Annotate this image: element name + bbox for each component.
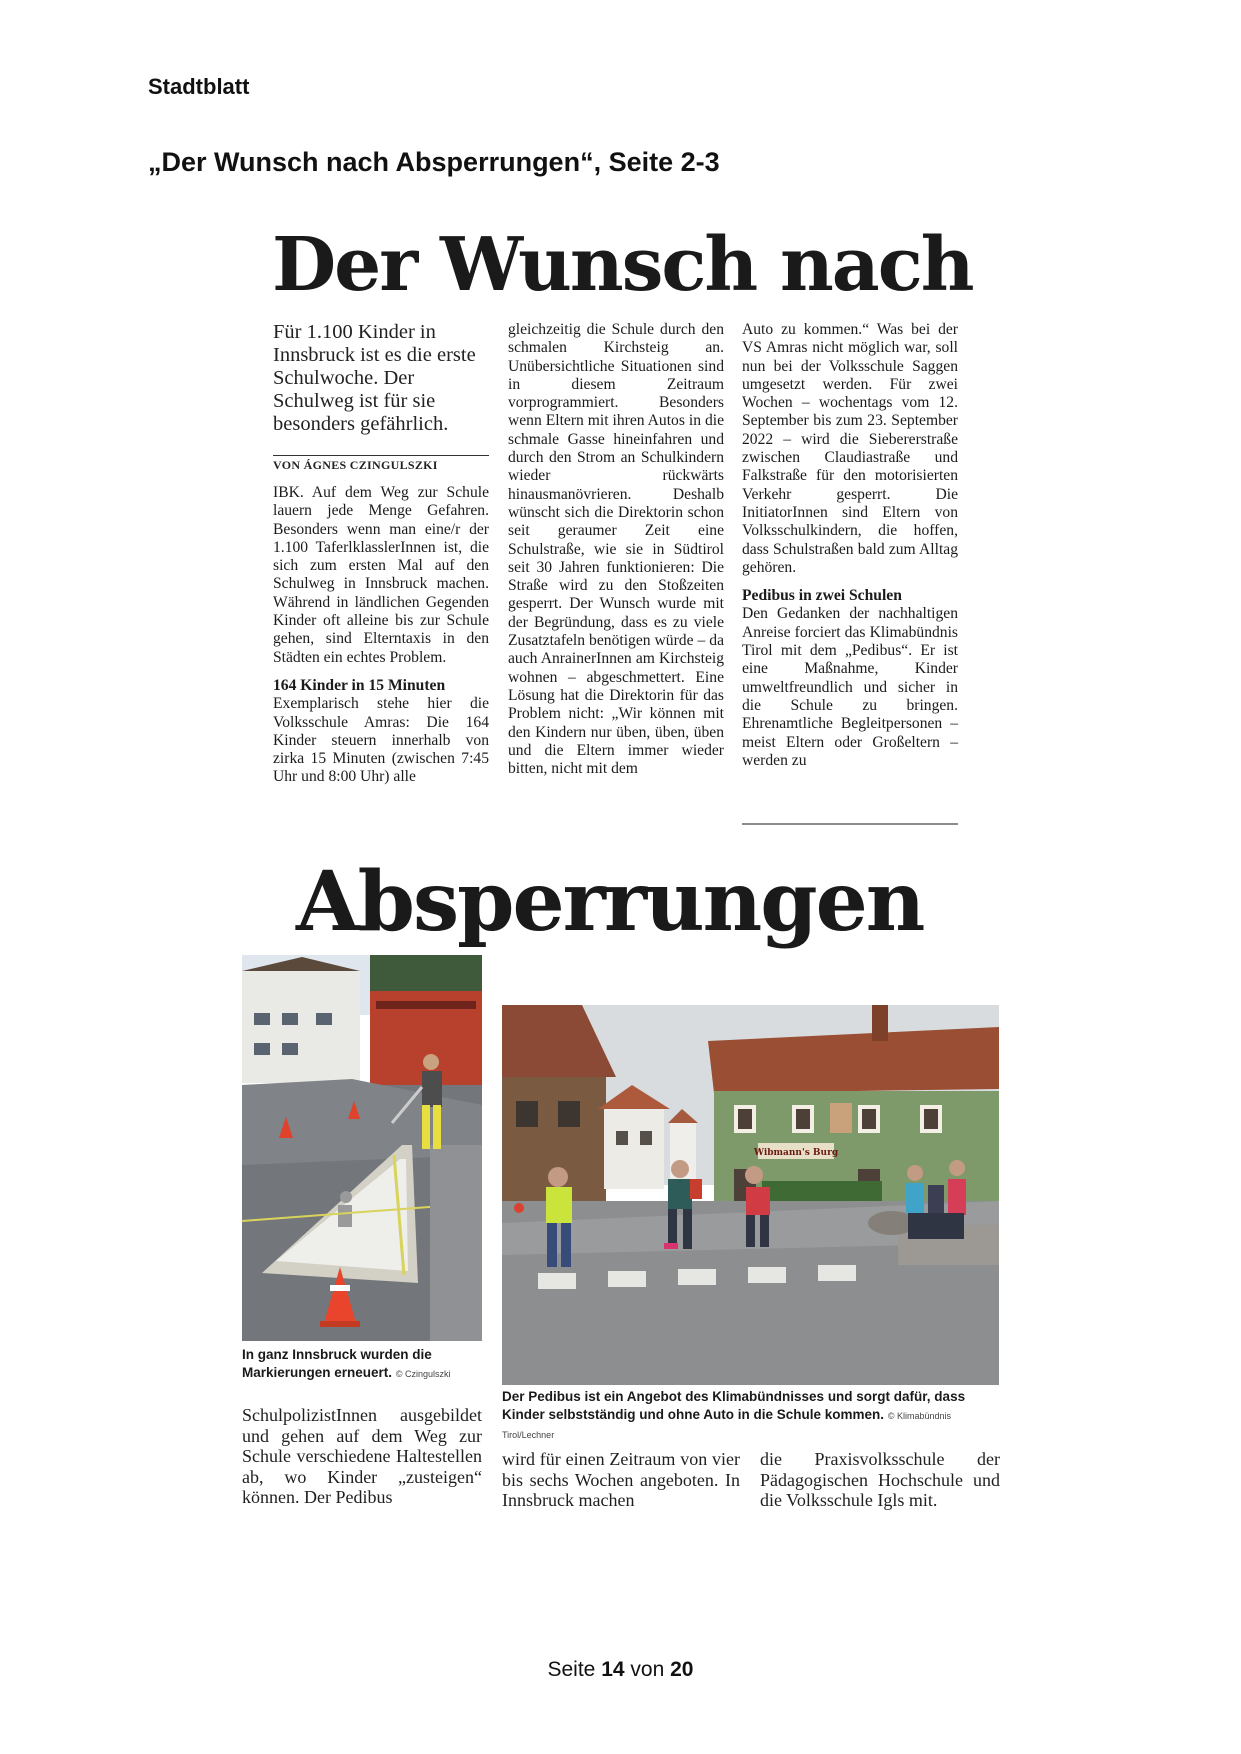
column-2-text: gleichzeitig die Schule durch den schmalen Kirchsteig an. Unübersichtliche Situationen sind in diesem Zeitraum vorprogrammiert. Besonders wenn Eltern mit ihren Autos in die schmale Gasse hineinfahren und durch den Strom an Schulkindern wieder rückwärts hinausmanövrieren. Deshalb wünscht sich die Direktorin schon seit geraumer Zeit eine Schulstraße, wie sie in Südtirol seit 30 Jahren funktionieren: Die Straße wird zu den Stoßzeiten gesperrt. Der Wunsch wurde mit der Begründung, dass es zu viele Zusatztafeln benötigen würde – da auch AnrainerInnen am Kirchsteig wohnen – abgeschmettert. Eine Lösung hat die Direktorin für das Problem nicht: „Wir können mit den Kindern nur üben, üben, üben und die Eltern immer wieder bitten, nicht mit dem xyxy=(508,321,724,778)
photo-2-caption xyxy=(502,1388,999,1444)
bottom-column-1 xyxy=(242,1405,482,1508)
photo-1-credit: © Czingulszki xyxy=(395,1369,451,1379)
photo-1-caption xyxy=(242,1346,482,1383)
column-1-text: IBK. Auf dem Weg zur Schule lauern jede Menge Gefahren. Besonders wenn man eine/r der 1.100 TaferlklasslerInnen ist, die sich zum ersten Mal auf den Schulweg in Innsbruck machen. Während in ländlichen Gegenden Kinder oft alleine bis zur Schule gehen, sind Elterntaxis in den Städten ein echtes Problem. xyxy=(273,484,489,666)
document-title: „Der Wunsch nach Absperrungen“, Seite 2-3 xyxy=(148,147,720,177)
bottom-column-1-text: SchulpolizistInnen ausgebildet und gehen auf dem Weg zur Schule verschiedene Haltestellen ab, wo Kinder „zusteigen“ können. Der Pedibus xyxy=(242,1405,482,1507)
article-lead: Für 1.100 Kinder in Innsbruck ist es die erste Schulwoche. Der Schulweg ist für sie besonders gefährlich. xyxy=(273,321,476,435)
footer-current-page: 14 xyxy=(601,1658,625,1681)
page-footer xyxy=(0,1658,1241,1682)
bottom-column-2 xyxy=(502,1449,740,1511)
column-3-text-2: Den Gedanken der nachhaltigen Anreise forciert das Klimabündnis Tirol mit dem „Pedibus“. Er ist eine Maßnahme, Kinder umweltfreundlich und sicher in die Schule zu bringen. Ehrenamtliche Begleitpersonen – meist Eltern oder Großeltern – werden zu xyxy=(742,605,958,769)
column-3-text: Auto zu kommen.“ Was bei der VS Amras nicht möglich war, soll nun bei der Volksschule Saggen umgesetzt werden. Für zwei Wochen – wochentags vom 12. September bis zum 23. September 2022 – wird die Siebererstraße zwischen Claudiastraße und Falkstraße für den motorisierten Verkehr gesperrt. Die InitiatorInnen sind Eltern von Volksschulkindern, die hoffen, dass Schulstraßen bald zum Alltag gehören. xyxy=(742,321,958,576)
photo-2-caption-text: Der Pedibus ist ein Angebot des Klimabündnisses und sorgt dafür, dass Kinder selbstständig und ohne Auto in die Schule kommen. xyxy=(502,1389,966,1422)
photo-2-credit: © Klimabündnis Tirol/Lechner xyxy=(502,1411,951,1440)
byline: VON ÁGNES CZINGULSZKI xyxy=(273,458,438,472)
footer-middle: von xyxy=(630,1658,665,1681)
article-column-1 xyxy=(273,484,489,787)
byline-divider xyxy=(273,455,489,456)
publication-name: Stadtblatt xyxy=(148,74,250,99)
photo-road-marking xyxy=(242,955,482,1341)
column-3-end-rule xyxy=(742,823,958,825)
house-sign-text: Wibmann's Burg xyxy=(753,1148,839,1158)
headline-part-2: Absperrungen xyxy=(296,854,924,950)
article-column-3 xyxy=(742,321,958,770)
subheading-164-kinder: 164 Kinder in 15 Minuten xyxy=(273,676,446,694)
photo-pedibus-crossing xyxy=(502,1005,999,1385)
bottom-column-3 xyxy=(760,1449,1000,1511)
photo-1-caption-text: In ganz Innsbruck wurden die Markierungen erneuert. xyxy=(242,1347,432,1380)
headline-part-1: Der Wunsch nach xyxy=(272,222,973,308)
subheading-pedibus: Pedibus in zwei Schulen xyxy=(742,587,902,605)
column-1-text-2: Exemplarisch stehe hier die Volksschule Amras: Die 164 Kinder steuern innerhalb von zirka 15 Minuten (zwischen 7:45 Uhr und 8:00 Uhr) alle xyxy=(273,695,489,786)
article-column-2 xyxy=(508,321,724,778)
bottom-column-2-text: wird für einen Zeitraum von vier bis sechs Wochen angeboten. In Innsbruck machen xyxy=(502,1449,740,1510)
footer-total-pages: 20 xyxy=(670,1658,694,1681)
bottom-column-3-text: die Praxisvolksschule der Pädagogischen Hochschule und die Volksschule Igls mit. xyxy=(760,1449,1000,1510)
footer-prefix: Seite xyxy=(547,1658,596,1681)
